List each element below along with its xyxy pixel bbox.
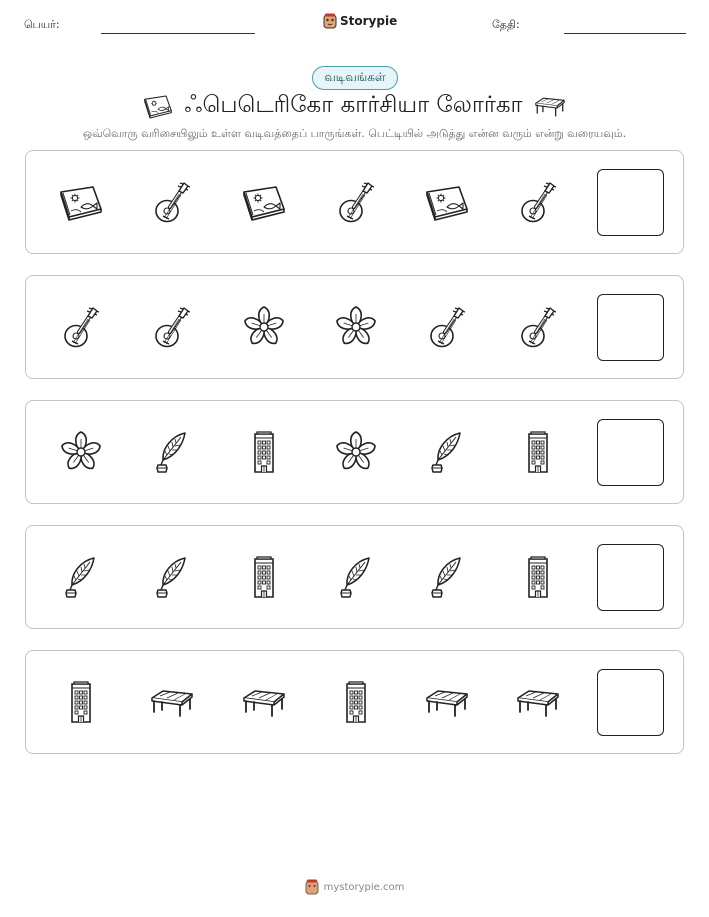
quill-icon <box>57 553 105 601</box>
date-label: தேதி: <box>492 18 520 31</box>
building-icon <box>240 428 288 476</box>
category-tag: வடிவங்கள் <box>312 66 398 90</box>
pattern-item <box>423 678 471 726</box>
book-icon <box>142 90 174 122</box>
mandolin-icon <box>332 178 380 226</box>
book-icon <box>57 178 105 226</box>
mandolin-icon <box>148 178 196 226</box>
building-icon <box>57 678 105 726</box>
table-icon <box>514 678 562 726</box>
building-icon <box>514 428 562 476</box>
pattern-item <box>148 553 196 601</box>
pattern-item <box>57 428 105 476</box>
pattern-item <box>57 303 105 351</box>
storypie-logo <box>323 13 397 29</box>
pattern-row <box>25 525 684 629</box>
quill-icon <box>332 553 380 601</box>
pattern-item <box>514 303 562 351</box>
mandolin-icon <box>57 303 105 351</box>
mandolin-icon <box>514 303 562 351</box>
pattern-item <box>514 178 562 226</box>
pattern-item <box>240 178 288 226</box>
pattern-item <box>423 303 471 351</box>
table-icon <box>533 89 567 123</box>
brand-name: Storypie <box>340 14 398 28</box>
pattern-item <box>148 178 196 226</box>
pattern-row <box>25 400 684 504</box>
name-field[interactable] <box>101 33 255 34</box>
flower-icon <box>332 428 380 476</box>
table-icon <box>148 678 196 726</box>
quill-icon <box>148 553 196 601</box>
pattern-item <box>57 553 105 601</box>
pattern-item <box>148 678 196 726</box>
storypie-mascot-icon <box>305 879 319 895</box>
pattern-item <box>57 678 105 726</box>
table-icon <box>423 678 471 726</box>
building-icon <box>514 553 562 601</box>
quill-icon <box>148 428 196 476</box>
name-label: பெயர்: <box>24 18 60 31</box>
footer-site: mystorypie.com <box>323 881 405 893</box>
mandolin-icon <box>423 303 471 351</box>
pattern-item <box>423 178 471 226</box>
quill-icon <box>423 553 471 601</box>
pattern-item <box>148 428 196 476</box>
flower-icon <box>57 428 105 476</box>
answer-box[interactable] <box>597 544 664 611</box>
title-row <box>0 88 709 124</box>
pattern-item <box>332 178 380 226</box>
pattern-item <box>332 678 380 726</box>
answer-box[interactable] <box>597 169 664 236</box>
pattern-item <box>240 553 288 601</box>
quill-icon <box>423 428 471 476</box>
instructions: ஒவ்வொரு வரிசையிலும் உள்ள வடிவத்தைப் பாருங்கள். பெட்டியில் அடுத்து என்ன வரும் என்று வரையவும். <box>82 127 627 140</box>
pattern-item <box>57 178 105 226</box>
pattern-item <box>332 303 380 351</box>
pattern-item <box>514 678 562 726</box>
pattern-row <box>25 150 684 254</box>
book-icon <box>423 178 471 226</box>
date-field[interactable] <box>564 33 686 34</box>
pattern-item <box>240 428 288 476</box>
pattern-item <box>423 428 471 476</box>
flower-icon <box>332 303 380 351</box>
worksheet-header <box>0 0 709 50</box>
pattern-item <box>423 553 471 601</box>
page-title: ஃபெடெரிகோ கார்சியா லோர்கா <box>184 91 523 118</box>
pattern-item <box>514 428 562 476</box>
book-icon <box>240 178 288 226</box>
pattern-item <box>514 553 562 601</box>
pattern-item <box>332 553 380 601</box>
answer-box[interactable] <box>597 669 664 736</box>
table-icon <box>240 678 288 726</box>
pattern-row <box>25 650 684 754</box>
pattern-item <box>148 303 196 351</box>
answer-box[interactable] <box>597 294 664 361</box>
building-icon <box>240 553 288 601</box>
answer-box[interactable] <box>597 419 664 486</box>
flower-icon <box>240 303 288 351</box>
building-icon <box>332 678 380 726</box>
pattern-item <box>332 428 380 476</box>
mandolin-icon <box>148 303 196 351</box>
mandolin-icon <box>514 178 562 226</box>
pattern-row <box>25 275 684 379</box>
footer <box>0 879 709 895</box>
pattern-item <box>240 678 288 726</box>
storypie-mascot-icon <box>323 13 337 29</box>
pattern-item <box>240 303 288 351</box>
